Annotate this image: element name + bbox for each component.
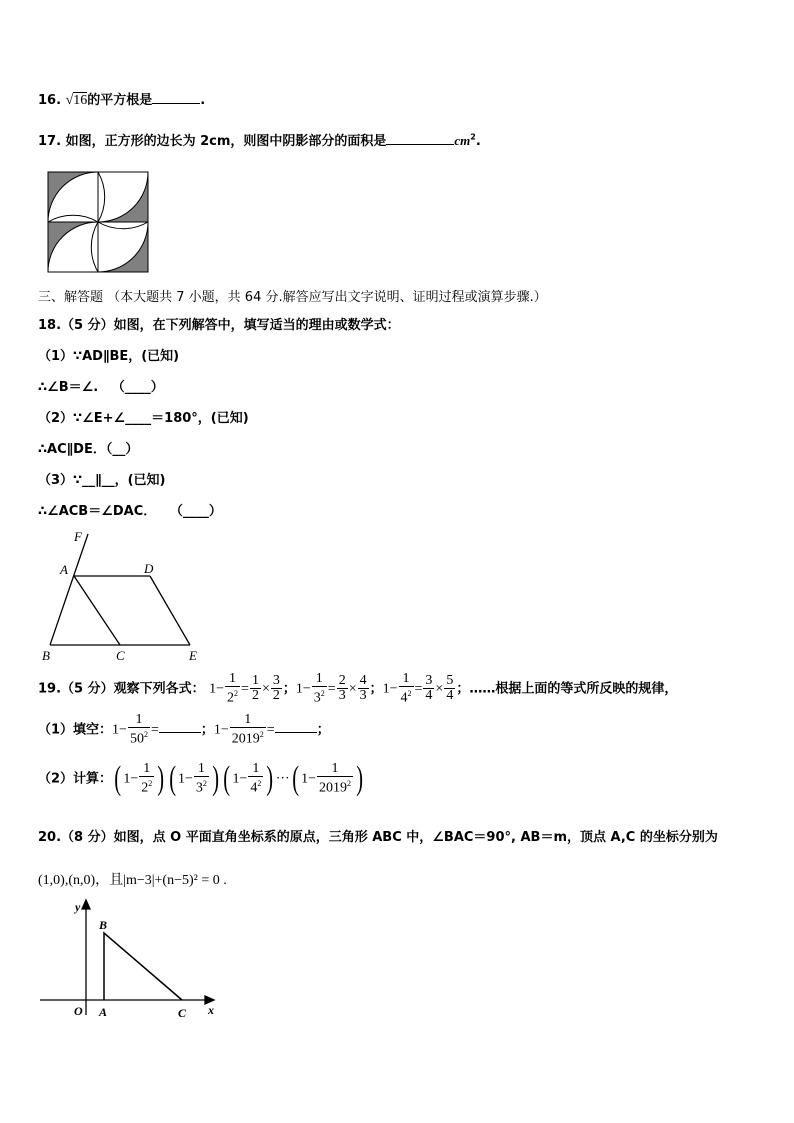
minus: −	[308, 771, 316, 787]
answer-blank[interactable]	[152, 103, 200, 104]
one: 1	[112, 722, 120, 738]
denominator: 3	[338, 688, 346, 704]
q18-line-2-text: ∴∠B＝∠.	[38, 380, 99, 395]
times: ×	[348, 681, 357, 697]
radicand: 16	[73, 93, 88, 108]
q19-tail: ；……根据上面的等式所反映的规律，	[456, 681, 678, 697]
denominator: 4	[425, 688, 433, 704]
den-base: 4	[400, 690, 408, 706]
q19-part-1	[38, 713, 330, 747]
arc	[98, 172, 105, 222]
times: ×	[435, 681, 444, 697]
fraction	[444, 674, 455, 703]
section-3-heading	[38, 286, 547, 305]
q20-head: 20.（8 分）如图，点 O 平面直角坐标系的原点，三角形 ABC 中，∠BAC＝90°, AB＝m，顶点 A,C 的坐标分别为	[38, 830, 718, 845]
fraction	[194, 762, 209, 796]
fraction	[317, 762, 353, 796]
exponent: 2	[346, 779, 351, 789]
denominator	[248, 776, 263, 796]
q19-head: 19.（5 分）观察下列各式：	[38, 681, 205, 697]
minus: −	[119, 722, 127, 738]
q17-text: 如图，正方形的边长为 2cm，则图中阴影部分的面积是	[65, 134, 387, 149]
q16-end: .	[200, 93, 206, 108]
fraction	[225, 672, 240, 706]
denominator: 4	[446, 688, 454, 704]
one: 1	[213, 722, 221, 738]
q18-line-2	[38, 376, 164, 395]
shaded-region	[98, 172, 148, 222]
fraction	[337, 674, 348, 703]
numerator: 1	[197, 761, 205, 777]
minus: −	[302, 681, 311, 697]
question-16	[38, 89, 205, 109]
label-B: B	[99, 918, 108, 932]
numerator: 1	[143, 761, 151, 777]
one: 1	[382, 681, 390, 697]
separator: ；	[316, 722, 330, 738]
denominator	[128, 727, 150, 747]
q18-line-1: （1）∵AD∥BE，(已知)	[38, 349, 180, 364]
ellipsis: ···	[275, 771, 290, 787]
times: ×	[261, 681, 270, 697]
one: 1	[232, 771, 240, 787]
numerator: 1	[135, 712, 143, 727]
den-base: 3	[313, 690, 321, 706]
shaded-region	[98, 222, 148, 272]
den-base: 2019	[231, 731, 260, 747]
numerator: 1	[229, 671, 237, 686]
exponent: 2	[234, 689, 239, 698]
q20-condition: (1,0),(n,0)，且|m−3|+(n−5)² = 0 .	[38, 873, 227, 888]
coordinate-figure	[36, 895, 226, 1023]
q18-line-5: （3）∵__∥__，(已知)	[38, 473, 166, 488]
right-paren: )	[266, 760, 274, 797]
exponent: 2	[257, 779, 262, 789]
left-paren: (	[223, 760, 231, 797]
one: 1	[295, 681, 303, 697]
q18-line-6-reason[interactable]: （____）	[169, 504, 222, 519]
exponent: 2	[148, 779, 153, 789]
den-base: 4	[250, 780, 258, 796]
den-base: 2	[227, 690, 235, 706]
label-F: F	[74, 529, 82, 544]
question-17	[38, 130, 481, 149]
sqrt-symbol: √16	[65, 93, 88, 108]
minus: −	[216, 681, 225, 697]
numerator: 3	[425, 673, 433, 689]
denominator	[399, 686, 414, 706]
q18-line-6	[38, 500, 222, 519]
q19-part-1-label: （1）填空：	[38, 722, 113, 738]
denominator	[312, 686, 327, 706]
equals: =	[241, 681, 249, 697]
q18-line-4: ∴AC∥DE．（__）	[38, 442, 139, 457]
denominator	[139, 776, 154, 796]
label-B: B	[42, 648, 50, 663]
den-base: 3	[195, 780, 203, 796]
one: 1	[209, 681, 217, 697]
numerator: 4	[359, 673, 367, 689]
numerator: 1	[402, 671, 410, 686]
separator: ；	[282, 681, 296, 697]
numerator: 1	[252, 761, 260, 777]
equals: =	[266, 722, 275, 738]
denominator	[230, 727, 266, 747]
q19-part-2	[38, 762, 365, 796]
equals: =	[327, 681, 336, 697]
minus: −	[184, 771, 193, 787]
fraction	[358, 674, 369, 703]
label-y: y	[75, 900, 81, 914]
equals: =	[414, 681, 423, 697]
line-AC	[74, 576, 120, 645]
denominator: 2	[251, 688, 259, 704]
separator: ；	[369, 681, 383, 697]
parallelogram-figure	[36, 528, 208, 664]
q18-head: 18.（5 分）如图，在下列解答中，填写适当的理由或数学式：	[38, 318, 400, 333]
den-base: 2019	[318, 780, 347, 796]
equals: =	[150, 722, 159, 738]
triangle-ABC	[104, 933, 182, 1000]
right-paren: )	[356, 760, 364, 797]
q17-end: .	[475, 134, 481, 149]
exponent: 2	[202, 779, 207, 789]
label-C: C	[178, 1006, 187, 1020]
numerator: 3	[272, 673, 280, 689]
exponent: 2	[320, 689, 325, 698]
denominator: 2	[272, 688, 280, 704]
denominator	[225, 686, 240, 706]
fraction	[248, 762, 263, 796]
fraction	[250, 674, 261, 703]
unit: cm	[454, 133, 471, 148]
exponent: 2	[143, 730, 148, 739]
answer-blank[interactable]	[159, 732, 201, 733]
arc	[91, 222, 98, 272]
line-DE	[150, 576, 190, 645]
minus: −	[389, 681, 398, 697]
label-x: x	[208, 1003, 214, 1017]
den-base: 50	[129, 731, 144, 747]
one: 1	[177, 771, 185, 787]
fraction	[139, 762, 154, 796]
fraction	[423, 674, 434, 703]
numerator: 5	[446, 673, 454, 689]
denominator	[317, 776, 353, 796]
fraction	[230, 713, 266, 747]
fraction	[128, 713, 150, 747]
one: 1	[123, 771, 131, 787]
answer-blank[interactable]	[275, 732, 317, 733]
shaded-square-figure	[46, 170, 152, 274]
fraction	[271, 674, 282, 703]
fraction	[399, 672, 414, 706]
answer-blank[interactable]	[386, 144, 454, 145]
minus: −	[220, 722, 229, 738]
y-axis-arrow	[82, 900, 90, 909]
q16-number: 16.	[38, 93, 62, 108]
minus: −	[130, 771, 139, 787]
den-base: 2	[141, 780, 149, 796]
q18-line-6-text: ∴∠ACB＝∠DAC．	[38, 504, 157, 519]
shaded-region	[48, 172, 98, 222]
fraction	[312, 672, 327, 706]
right-paren: )	[157, 760, 165, 797]
numerator: 1	[315, 671, 323, 686]
exponent: 2	[407, 689, 412, 698]
numerator: 1	[251, 673, 259, 689]
q19-part-2-label: （2）计算：	[38, 771, 113, 787]
denominator	[194, 776, 209, 796]
arc	[98, 222, 148, 229]
right-paren: )	[212, 760, 219, 797]
label-A: A	[99, 1005, 108, 1019]
arc	[48, 215, 98, 222]
q16-text: 的平方根是	[87, 93, 153, 108]
exponent: 2	[259, 730, 264, 739]
numerator: 1	[331, 761, 339, 777]
numerator: 1	[244, 712, 252, 727]
left-paren: (	[114, 760, 122, 797]
denominator: 3	[359, 688, 367, 704]
label-D: D	[144, 561, 154, 576]
shaded-region	[48, 222, 98, 272]
left-paren: (	[168, 760, 176, 797]
label-E: E	[189, 648, 197, 663]
label-O: O	[74, 1004, 83, 1018]
q18-line-2-reason[interactable]: （____）	[111, 380, 164, 395]
q18-line-3: （2）∵∠E+∠____＝180°，(已知)	[38, 411, 249, 426]
one: 1	[301, 771, 309, 787]
label-A: A	[60, 562, 68, 577]
separator: ；	[200, 722, 214, 738]
numerator: 2	[338, 673, 346, 689]
label-C: C	[116, 648, 125, 663]
minus: −	[239, 771, 248, 787]
q19-observe-line	[38, 672, 677, 706]
unit-exponent: 2	[470, 132, 476, 142]
section-3-text: 三、解答题 （本大题共 7 小题，共 64 分.解答应写出文字说明、证明过程或演算步骤.）	[38, 290, 547, 305]
q17-number: 17.	[38, 134, 62, 149]
left-paren: (	[292, 760, 299, 797]
